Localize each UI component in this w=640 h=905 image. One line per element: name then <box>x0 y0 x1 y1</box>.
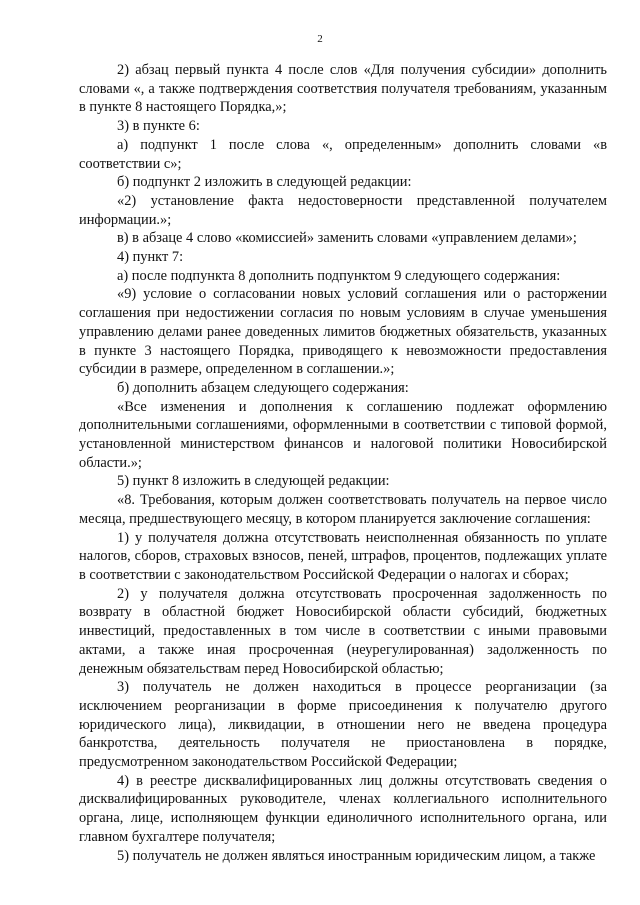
paragraph-amend-4b: б) дополнить абзацем следующего содержания: <box>117 379 409 396</box>
paragraph-amend-4a-text: «9) условие о согласовании новых условий соглашения или о расторжении соглашения при недостижении согласия по новым условиям в случае уменьшения управлению делами ранее доведенных лимитов бюджетных обязательств, указанных в пункте 3 настоящего Порядка, приводящего к невозможности предоставления субсидии в размере, определенном в соглашении.»; <box>79 286 607 378</box>
paragraph-amend-2: 2) абзац первый пункта 4 после слов «Для получения субсидии» дополнить словами «, а также подтверждения соответствия получателя требованиям, указанным в пункте 8 настоящего Порядка,»; <box>79 62 607 116</box>
paragraph-amend-4: 4) пункт 7: <box>117 249 184 266</box>
paragraph-amend-3: 3) в пункте 6: <box>117 118 200 135</box>
paragraph-requirement-5: 5) получатель не должен являться иностранным юридическим лицом, а также <box>117 847 596 864</box>
paragraph-requirement-4: 4) в реестре дисквалифицированных лиц должны отсутствовать сведения о дисквалифицированных руководителе, членах коллегиального исполнительного органа, лице, исполняющем функции единоличного исполнительного органа, или главном бухгалтере получателя; <box>79 772 607 845</box>
paragraph-amend-3b: б) подпункт 2 изложить в следующей редакции: <box>117 174 412 191</box>
paragraph-requirement-2: 2) у получателя должна отсутствовать просроченная задолженность по возврату в областной бюджет Новосибирской области субсидий, бюджетных инвестиций, предоставленных в том числе в соответствии с иными правовыми актами, а также иная просроченная (неурегулированная) задолженность по денежным обязательствам перед Новосибирской областью; <box>79 585 607 677</box>
page-number: 2 <box>317 33 323 45</box>
paragraph-point-8: «8. Требования, которым должен соответствовать получатель на первое число месяца, предшествующего месяцу, в котором планируется заключение соглашения: <box>79 492 607 527</box>
paragraph-requirement-3: 3) получатель не должен находиться в процессе реорганизации (за исключением реорганизации в форме присоединения к получателю другого юридического лица), ликвидации, в отношении него не введена процедура банкротства, деятельность получателя не приостановлена в порядке, предусмотренном законодательством Российской Федерации; <box>79 679 607 771</box>
paragraph-amend-5: 5) пункт 8 изложить в следующей редакции: <box>117 473 390 490</box>
paragraph-amend-4b-text: «Все изменения и дополнения к соглашению подлежат оформлению дополнительными соглашениями, оформленными в соответствии с типовой формой, установленной министерством финансов и налоговой политики Новосибирской области.»; <box>79 398 607 471</box>
paragraph-amend-3c: в) в абзаце 4 слово «комиссией» заменить словами «управлением делами»; <box>117 230 577 247</box>
paragraph-amend-3a: а) подпункт 1 после слова «, определенным» дополнить словами «в соответствии с»; <box>79 136 607 172</box>
paragraph-amend-3b-text: «2) установление факта недостоверности представленной получателем информации.»; <box>79 192 607 228</box>
document-body <box>79 61 607 865</box>
paragraph-requirement-1: 1) у получателя должна отсутствовать неисполненная обязанность по уплате налогов, сборов, страховых взносов, пеней, штрафов, процентов, подлежащих уплате в соответствии с законодательством Российской Федерации о налогах и сборах; <box>79 529 607 583</box>
paragraph-amend-4a: а) после подпункта 8 дополнить подпунктом 9 следующего содержания: <box>117 267 561 284</box>
